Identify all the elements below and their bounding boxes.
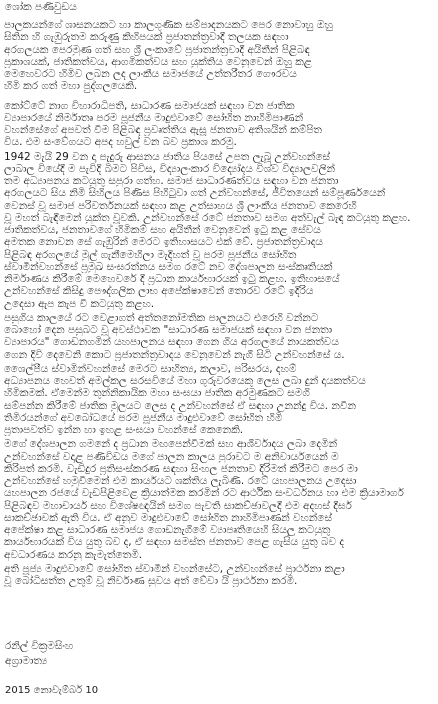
text-line: අරගලයට සිය නිමි සිහිලය පිණිස පිහිටුවා ගත් උන්වහන්සේ, ජීවිතයෙන් සම්පූර්ණයෙන් <box>4 187 386 200</box>
text-line: උදෙසා ඇප කැප වී කටයුතු කළහ. <box>4 297 155 310</box>
signature-title: අග්‍රාමාත්‍ය <box>5 655 48 667</box>
paragraph-condolence <box>4 100 432 149</box>
text-line: ප්‍රකාශයක්, ජාතිකත්වය, ආගමිකත්වය සහ යුක්තිය වෙනුවෙන් ඔහු කළ <box>4 55 312 68</box>
text-line: අමතක නොවන සේ ගැඹුරින් මෙරට ඉතිහාසයට එක් වේ. ප්‍රජාතන්ත්‍රවාදය <box>4 236 323 249</box>
text-line: පසුගිය කාලයේ රට වෙළාගත් අත්තනෝමතික පාලනයට එරෙහි වන්නට <box>4 311 319 324</box>
text-line: ස්වාමීන්වහන්සේ ප්‍රමුඛ සංඝරත්නය සමග රටේ නව දේශපාලන සංස්කෘතියක් <box>4 260 333 273</box>
text-line: සිතින හි ගැඹුරුතම කරුණු කිහිපයක් ප්‍රජාතන්ත්‍රවාදී තලයක සඳහා <box>4 31 289 44</box>
text-line: කෝට්ටේ නාග විහාරාධිපති, සාධාරණ සමාජයක් සඳහා වන ජාතික <box>4 99 295 112</box>
text-line: හිමිකමක්. ඒමෙන්ම තුන්නිකායික මහා සංඝයා ජාතික අරමුණකට සමගි <box>4 387 310 400</box>
text-line: උන්වහන්සේ වදාළ පණිවිඩය මගේ පාලන කාලය පුරාවට ම අනිවාර්යයෙන් ම <box>4 450 339 463</box>
paragraph-blessing <box>4 563 432 588</box>
text-line: බොහෝ දෙන පසුබට වූ අවස්ථාවක "සාධාරණ සමාජයක් සඳහා වන ජනතා <box>4 324 333 336</box>
text-line: ව්‍යාපාරය" ගොඩනගමින් යහපාලනය සඳහා ගෙන ගිය අරගලයේ නායකත්වය <box>4 336 339 349</box>
text-line: තිමිරයන්ගේ අවබෝධයේ පරම පූජනීය මාදුළුවාවේ සෝභිත හිමි <box>4 411 283 424</box>
text-line: පාලකයන්ගේ ශාසනයකට හා කාලගුණික සම්පාදනයකට පෙර නොවාහු ඔහු <box>4 19 333 31</box>
text-line: පිළිබඳව මහාචාර්ය සහ විශේෂඥයින් සමග පැවති සාකච්ඡාවලදී එම අදහස් දීර්ඝ <box>4 499 352 512</box>
text-line: හිමි කර ගත් මහා පුද්ගලයෙකි. <box>4 80 138 93</box>
paragraph-personal <box>4 438 432 561</box>
text-line: සාකච්ඡාවක් ඇති විය. ඒ අනුව මාදුළුවාවේ සෝභිත නාහිමිපාණන් වහන්සේ <box>4 511 333 524</box>
text-line: වූ මහත් බැඳීමෙන් යුක්ත වූවකි. උන්වහන්සේ රටේ ජනතාව සමග අත්වැල් බැඳ කටයුතු කළහ. <box>4 211 411 224</box>
paragraph-biography <box>4 151 432 310</box>
text-line: සම්පන්න කිරීමේ ජාතික මුලයට ලෙස ද උන්වහන්සේ ඒ සඳහා උනන්දු විය. නවීන <box>4 399 356 412</box>
text-line: වෙනස් වූ සමාජ පරිවර්තනයක් සඳහා කළ උත්සාහය ශ්‍රී ලාංකීය ජනතාව කෙරෙහි <box>4 199 357 212</box>
text-line: නිර්මාණය කිරීමේ මෙහෙවරේ දී ප්‍රධාන කාර්යභාරයක් ඉටු කළහ. ඉතිහාසයේ <box>4 273 340 285</box>
text-line: කාර්යභාරයක් විය යුතු බව ද, ඒ සඳහා සමස්ත ජනතාව පෙළ ගැසිය යුතු බව ද <box>4 536 345 549</box>
text-line: ජාතිකත්වය, ජනතාවගේ හිමිකම් සහ අයිතීන් වෙනුවෙන් ඉටු කළ සේවය <box>4 224 321 236</box>
paragraph-intro <box>4 19 432 93</box>
document-title: ශෝක පණිවුඩය <box>5 1 77 13</box>
document-date: 2015 නොවැම්බර් 10 <box>5 685 99 696</box>
text-line: පිළිබඳ අරගලයේ මුල් ගැනීමෙහිලා මැදිහත් වූ පරම පූජනීය සෝභිත <box>4 248 297 261</box>
text-line: ප්‍රතාපවත්ව ඉන්න හා ඉහළ සංඝයා වහන්සේ කෙනෙකි. <box>4 424 244 436</box>
text-line: වූ බෝධිසත්ත උතුම් වූ නිර්වාණ සුවය අත් වේවා යි ප්‍රාර්ථනා කරමි. <box>4 575 298 587</box>
document-body <box>4 19 432 587</box>
text-line: වහන්සේගේ අපවත් වීම පිළිබඳ ප්‍රවෘත්තිය ඇසූ ජනතාව අතිශයින් කම්පිත <box>4 124 322 136</box>
text-line: විය. එම සංවේගයට අපද හවුල් වන බව ප්‍රකාශ කරමු. <box>4 136 237 149</box>
text-line: මෙහෙවරට හිමිව ලබන ලද ලාංකීය සමාජයේ උත්තරීතර ගෞරවය <box>4 68 297 80</box>
text-line: ව්‍යාපාරයේ නිර්මාතෘ පරම පූජනීය මාදුළුවාවේ සෝභිත නාහිමිපාණන් <box>4 111 304 124</box>
paragraph-contribution <box>4 363 432 437</box>
paragraph-movement <box>4 312 432 361</box>
text-line: අධ්‍යාපනය හෙවත් අමල්කල සරසවියේ මහා ගුරුවරයෙකු ලෙස ලබා දුන් දායකත්වය <box>4 375 366 387</box>
text-line: මගේ දේශපාලන ගමනේ ද ප්‍රධාන මඟපෙන්වීමක් සහ ආශීර්වාදය ලබා දෙමින් <box>4 438 338 451</box>
text-line: අපේක්ෂා කළ සාධාරණ සමාජය ගොඩනැගීමේ ව්‍යාපෘතියෙහි සියලු කටයුතු <box>4 524 331 536</box>
text-line: ශෛල්පීය ස්වාමින්වහන්සේ මෙරට සාහිත්‍ය, කලාව, පරිසරය, දහම් <box>4 362 297 375</box>
text-line: අවධාරණය කරනු කැමැත්තෙමි. <box>4 548 143 561</box>
text-line: 1942 මැයි 29 වන දා පැදුරු ආසනය ජාතිය පියසේ උපත ලැබූ උන්වහන්සේ <box>4 150 331 163</box>
text-line: අති පූජ්‍ය මාදුළුවාවේ සෝභිත ස්වාමීන් වහන්සේට, උන්වහන්සේ ප්‍රාර්ථනා කළා <box>4 562 345 575</box>
text-line: කිරිපත් කරමි. වැඩිදුර ප්‍රතිසංස්කරණ සඳහා සිංහල ජනතාව දිරිමත් කිරීමට පෙර මා <box>4 462 358 475</box>
text-line: ලාබාල වියේදී ම පැවිදි බිමට පිවිස, විද්‍යාලංකාර විද්‍යෝදය විශ්ව විද්‍යාලවලින් <box>4 162 336 175</box>
text-line: යහපාලන රජයේ වැඩපිළිවෙළ ක්‍රියාත්මක කරමින් රට ආර්ථික සංවර්ධනය හා එම ක්‍රියාමාර්ග <box>4 487 404 500</box>
text-line: අරගලයක පෙරමුණ ගත් සහ ශ්‍රී ලංකාවේ ප්‍රජාතන්ත්‍රවාදී අයිතීන් පිළිබඳ <box>4 43 310 56</box>
text-line: උන්වහන්සේ කිසිදු පෞද්ගලික ලාභ අපේක්ෂාවෙන් තොරව රටේ ඉදිරිය <box>4 285 314 298</box>
text-line: උන්වහන්සේ හමුවීමෙන් එම කාර්යයට ශක්තිය ලැබිණි. රටේ යහපාලනය උදෙසා <box>4 475 357 487</box>
signature-name: රනිල් වික්‍රමසිංහ <box>5 640 74 652</box>
text-line: ගෙන දිවි දෙවෙනි කොට ප්‍රජාතන්ත්‍රවාදය වෙනුවෙන් නැගී සිටි උන්වහන්සේ ය. <box>4 348 345 361</box>
text-line: තම අධ්‍යාපනය කටයුතු සපුරා ගත්හ. සමාජ සාධාරණත්වය සඳහා වන ජනතා <box>4 175 339 187</box>
